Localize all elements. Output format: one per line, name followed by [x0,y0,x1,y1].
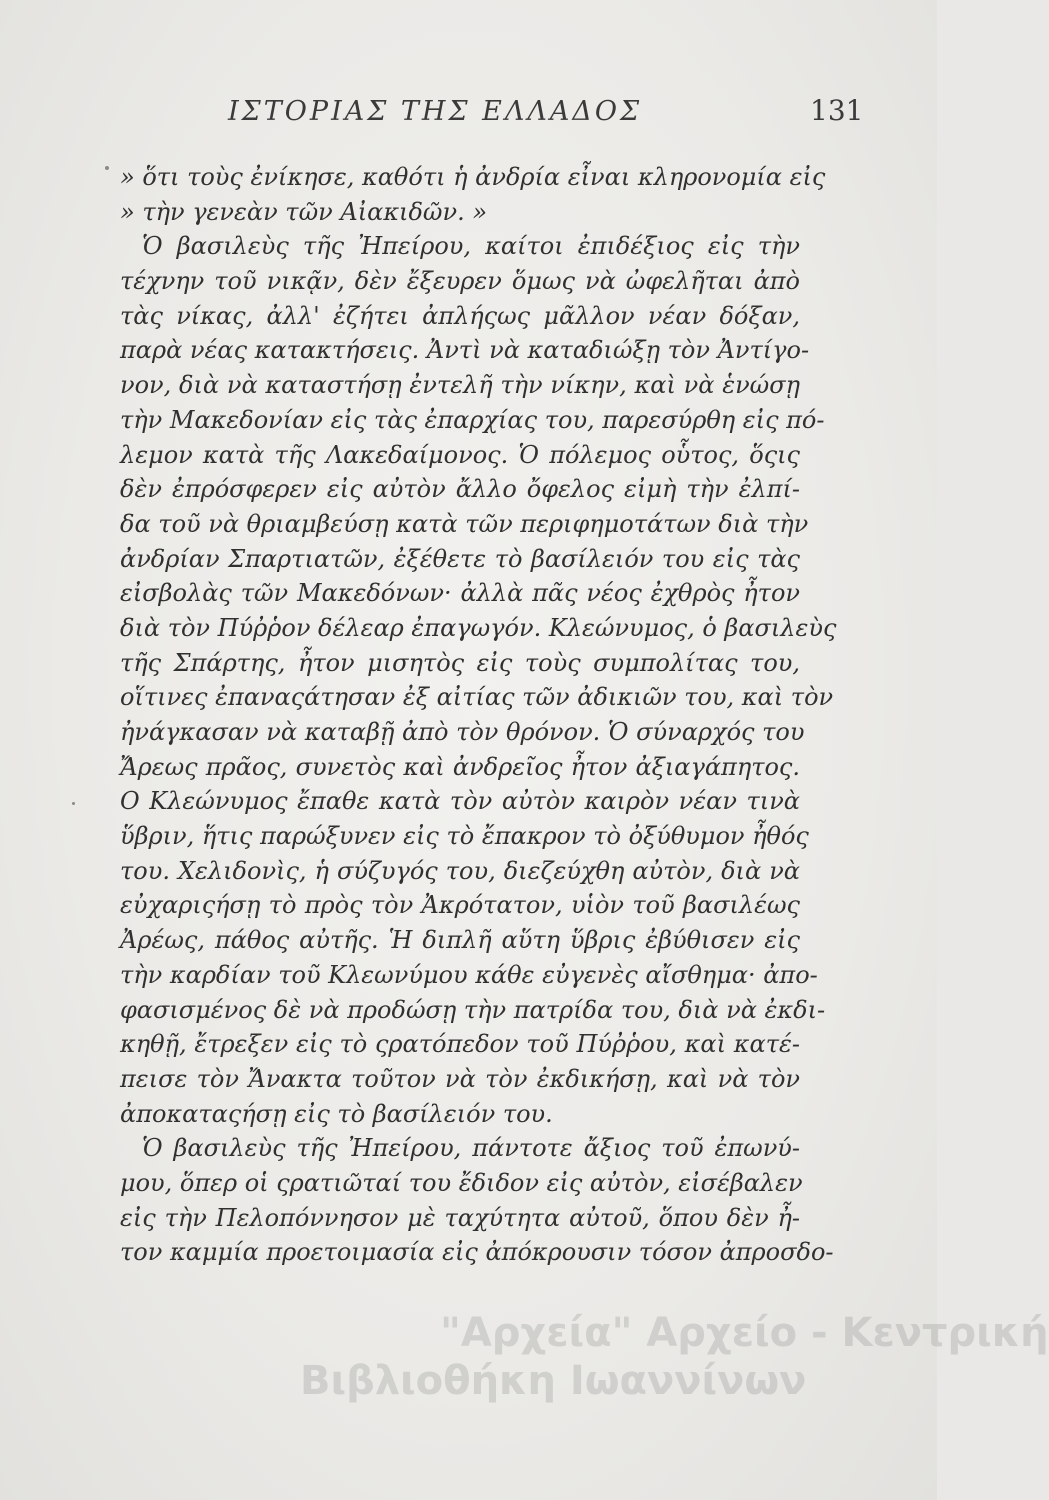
text-line: τὴν καρδίαν τοῦ Κλεωνύμου κάθε εὐγενὲς αἴσθημα· ἀπο- [120,960,818,989]
text-line: δα τοῦ νὰ θριαμβεύσῃ κατὰ τῶν περιφημοτάτων διὰ τὴν [120,509,809,538]
text-line: ἀποκαταςήσῃ εἰς τὸ βασίλειόν του. [120,1099,553,1128]
text-line: κηθῇ, ἔτρεξεν εἰς τὸ ςρατόπεδον τοῦ Πύῤῥου, καὶ κατέ- [120,1030,800,1059]
text-line: νον, διὰ νὰ καταστήσῃ ἐντελῆ τὴν νίκην, καὶ νὰ ἑνώσῃ [120,371,800,400]
text-line: παρὰ νέας κατακτήσεις. Ἀντὶ νὰ καταδιώξῃ τὸν Ἀντίγο- [120,336,810,365]
text-line: τον καμμία προετοιμασία εἰς ἀπόκρουσιν τόσον ἀπροσδο- [120,1238,834,1267]
text-line: » ὅτι τοὺς ἐνίκησε, καθότι ἡ ἀνδρία εἶναι κληρονομία εἰς [120,163,826,191]
text-line: τῆς Σπάρτης, ἦτον μισητὸς εἰς τοὺς συμπολίτας του, [120,648,800,677]
text-line: πεισε τὸν Ἄνακτα τοῦτον νὰ τὸν ἐκδικήσῃ, καὶ νὰ τὸν [120,1064,800,1093]
text-line: ἀνδρίαν Σπαρτιατῶν, ἐξέθετε τὸ βασίλειόν του εἰς τὰς [120,544,800,573]
text-line: » τὴν γενεὰν τῶν Αἰακιδῶν. » [120,197,488,226]
library-watermark [0,1310,1049,1430]
ink-speck [105,166,109,170]
text-line: Ἀρέως, πάθος αὐτῆς. Ἡ διπλῆ αὕτη ὕβρις ἐβύθισεν εἰς [120,926,800,955]
text-line: φασισμένος δὲ νὰ προδώσῃ τὴν πατρίδα του, διὰ νὰ ἐκδι- [120,995,826,1024]
text-line: Ὁ βασιλεὺς τῆς Ἠπείρου, πάντοτε ἄξιος τοῦ ἐπωνύ- [142,1134,800,1163]
text-line: εὐχαριςήσῃ τὸ πρὸς τὸν Ἀκρότατον, υἱὸν τοῦ βασιλέως [120,891,800,920]
text-line: Ἄρεως πρᾶος, συνετὸς καὶ ἀνδρεῖος ἦτον ἀξιαγάπητος. [120,752,800,781]
text-line: τὴν Μακεδονίαν εἰς τὰς ἐπαρχίας του, παρεσύρθη εἰς πό- [120,405,825,434]
text-line: δὲν ἐπρόσφερεν εἰς αὐτὸν ἄλλο ὄφελος εἰμὴ τὴν ἐλπί- [120,475,800,504]
page-number: 131 [810,94,864,127]
text-line: λεμον κατὰ τῆς Λακεδαίμονος. Ὁ πόλεμος οὗτος, ὅςις [120,440,800,469]
watermark-line-2: Βιβλιοθήκη Ιωαννίνων [300,1358,807,1404]
running-title: ΙΣΤΟΡΙΑΣ ΤΗΣ ΕΛΛΑΔΟΣ [228,96,643,127]
text-line: τὰς νίκας, ἀλλ' ἐζήτει ἀπλήςως μᾶλλον νέαν δόξαν, [120,301,800,330]
body-text [120,160,837,1270]
text-line: τέχνην τοῦ νικᾷν, δὲν ἔξευρεν ὅμως νὰ ὠφελῆται ἀπὸ [120,267,800,296]
watermark-line-1: "Αρχεία" Αρχείο - Κεντρική [440,1310,1049,1356]
text-line: Ὁ βασιλεὺς τῆς Ἠπείρου, καίτοι ἐπιδέξιος εἰς τὴν [142,232,800,261]
text-line: εἰσβολὰς τῶν Μακεδόνων· ἀλλὰ πᾶς νέος ἐχθρὸς ἦτον [120,579,800,608]
text-line: μου, ὅπερ οἱ ςρατιῶταί του ἔδιδον εἰς αὐτὸν, εἰσέβαλεν [120,1168,803,1197]
text-line: εἰς τὴν Πελοπόννησον μὲ ταχύτητα αὐτοῦ, ὅπου δὲν ἦ- [120,1203,800,1232]
text-line: Ο Κλεώνυμος ἔπαθε κατὰ τὸν αὐτὸν καιρὸν νέαν τινὰ [120,787,800,816]
text-line: διὰ τὸν Πύῤῥον δέλεαρ ἐπαγωγόν. Κλεώνυμος, ὁ βασιλεὺς [120,613,837,642]
text-line: ὕβριν, ἥτις παρώξυνεν εἰς τὸ ἔπακρον τὸ ὀξύθυμον ἦθός [120,822,809,851]
ink-speck [72,802,75,805]
text-line: οἵτινες ἐπαναςάτησαν ἐξ αἰτίας τῶν ἀδικιῶν του, καὶ τὸν [120,683,834,712]
text-line: ἠνάγκασαν νὰ καταβῇ ἀπὸ τὸν θρόνον. Ὁ σύναρχός του [120,718,805,746]
page-header [0,96,937,136]
text-line: του. Χελιδονὶς, ἡ σύζυγός του, διεζεύχθη αὐτὸν, διὰ νὰ [120,856,800,885]
